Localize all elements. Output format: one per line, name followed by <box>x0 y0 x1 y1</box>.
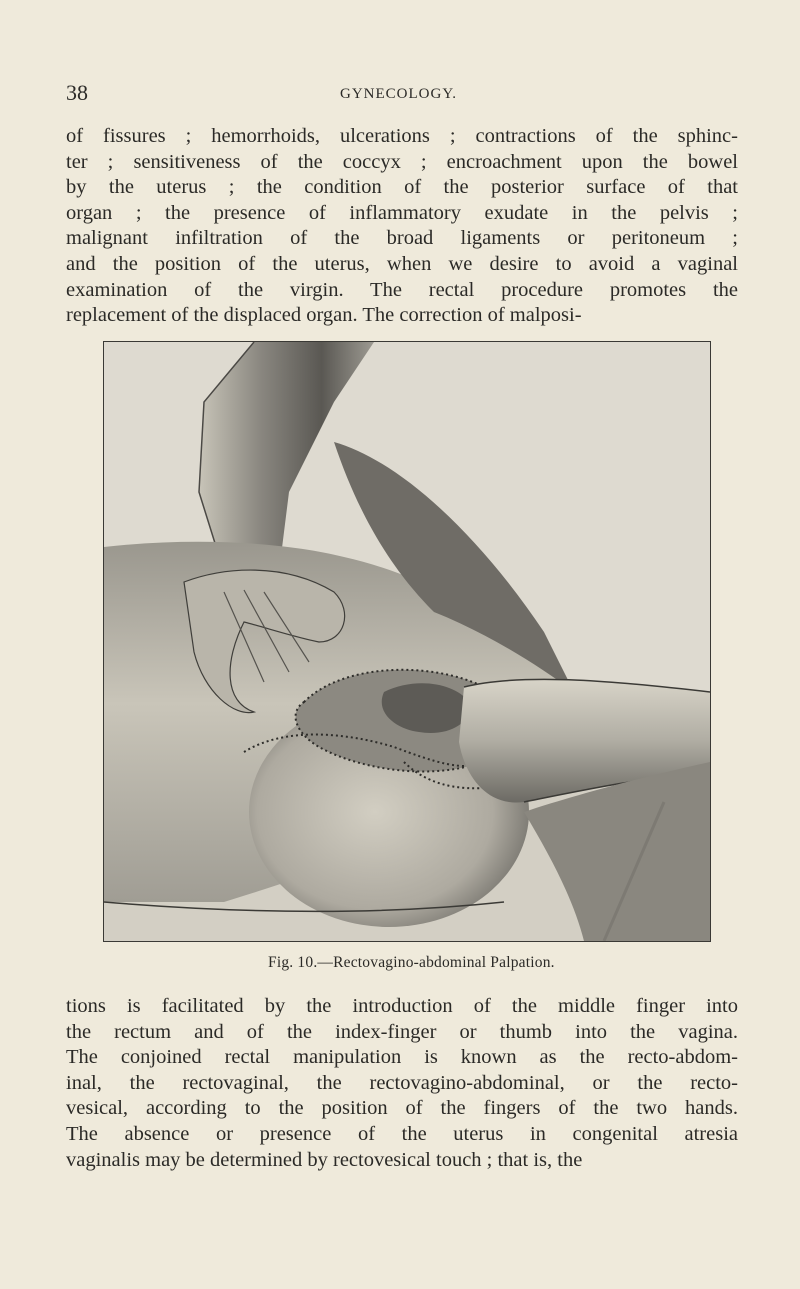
text-line: the rectum and of the index-finger or thumb into the vagina. <box>66 1020 738 1043</box>
text-line: and the position of the uterus, when we desire to avoid a vaginal <box>66 252 738 275</box>
text-line: vaginalis may be determined by rectovesical touch ; that is, the <box>66 1148 583 1171</box>
text-line: of fissures ; hemorrhoids, ulcerations ; contractions of the sphinc- <box>66 125 738 147</box>
text-line: malignant infiltration of the broad ligaments or peritoneum ; <box>66 227 738 250</box>
text-line: inal, the rectovaginal, the rectovagino-abdominal, or the recto- <box>66 1071 738 1094</box>
text-line: examination of the virgin. The rectal procedure promotes the <box>66 278 738 301</box>
anatomical-illustration <box>103 341 711 942</box>
illustration-drawing <box>104 342 710 941</box>
body-paragraph-top <box>66 124 738 329</box>
text-line: tions is facilitated by the introduction of the middle finger into <box>66 995 738 1017</box>
body-paragraph-bottom <box>66 994 738 1173</box>
text-line: organ ; the presence of inflammatory exudate in the pelvis ; <box>66 201 738 224</box>
running-head: GYNECOLOGY. <box>340 86 457 102</box>
text-line: replacement of the displaced organ. The correction of malposi- <box>66 304 582 327</box>
figure-caption: Fig. 10.—Rectovagino-abdominal Palpation. <box>268 954 555 971</box>
text-line: vesical, according to the position of the fingers of the two hands. <box>66 1097 738 1120</box>
text-line: by the uterus ; the condition of the posterior surface of that <box>66 176 738 199</box>
text-line: The conjoined rectal manipulation is known as the recto-abdom- <box>66 1046 738 1069</box>
page-number: 38 <box>66 80 88 105</box>
text-line: ter ; sensitiveness of the coccyx ; encroachment upon the bowel <box>66 150 738 173</box>
text-line: The absence or presence of the uterus in congenital atresia <box>66 1122 738 1145</box>
